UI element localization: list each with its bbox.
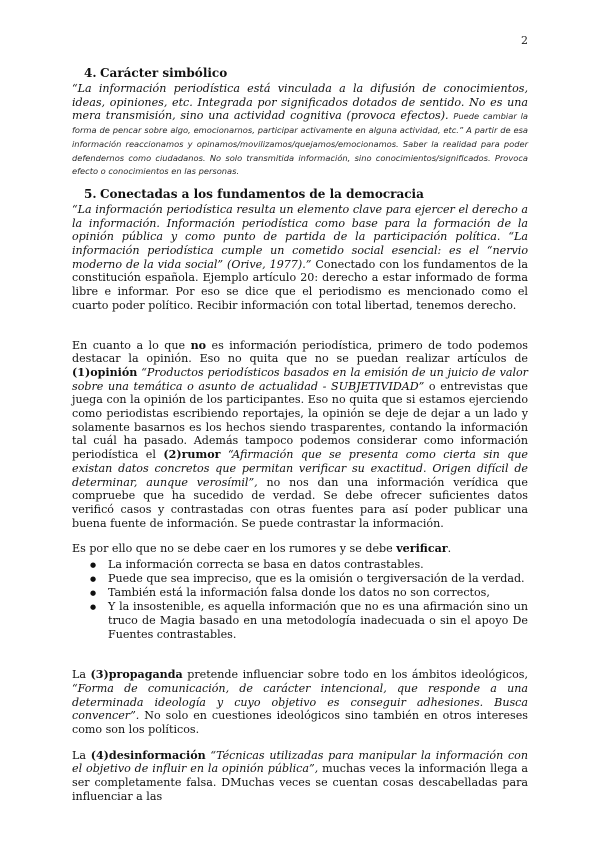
opinion-definition: “Productos periodísticos basados en la emisión de un juicio de valor sobre una temática o asunto de actualidad - SUBJETIVIDAD” [72,365,528,393]
keyword-propaganda: (3)propaganda [90,668,183,682]
section-5-title: Conectadas a los fundamentos de la democracia [100,186,424,201]
keyword-opinion: (1)opinión [72,365,138,379]
section-4-quote: “La información periodística está vinculada a la difusión de conocimientos, ideas, opiniones, etc. Integrada por significados dotados de sentido. No es una mera transmisión, sino una actividad cognitiva (provoca efectos). [72,82,528,123]
keyword-no: no [190,338,207,352]
section-5-paragraph [72,203,528,313]
text: o entrevistas que juega con la opinión de los participantes. Eso no quita que si estamos ejerciendo como periodistas escribiendo reportajes, la opinión se deje de dejar a un lado y solamente basarnos es los hechos siendo trasparentes, contando la información tal cuál ha pasado. Además tampoco podemos considerar como información periodística el [72,379,528,462]
section-4-number: 4. [84,66,97,80]
text: No solo en cuestiones ideológicos sino también en otros intereses como son los políticos. [72,709,528,736]
section-4-paragraph [72,82,528,178]
section-5-heading [84,187,528,201]
page-number: 2 [521,34,528,47]
paragraph-propaganda [72,668,528,737]
text: En cuanto a lo que [72,338,191,352]
text: no nos dan una información verídica que compruebe que ha sucedido de verdad. Se debe ofrecer suficientes datos verificó casos y contrastadas con otras fuentes para así poder publicar una buena fuente de información. Se puede contrastar la información. [72,475,528,530]
section-5-text: Conectado con los fundamentos de la constitución española. Ejemplo artículo 20: derecho a estar informado de forma libre e informar. Por eso se dice que el periodismo es mencionado como el cuarto poder político. Recibir información con total libertad, tenemos derecho. [72,257,528,312]
section-4-handwritten-note: Puede cambiar la forma de pencar sobre algo, emocionarnos, participar activamente en alguna actividad, etc.” A partir de esa información reaccionamos y opinamos/movilizamos/quejamos/emocionamos. Saber la realidad para poder defendernos como ciudadanos. No solo transmitida información, sino conocimientos/significados. Provoca efecto o conocimientos en las personas. [72,111,528,177]
section-5-quote: “La información periodística resulta un elemento clave para ejercer el derecho a la información. Información periodística como base para la formación de la opinión pública y como punto de partida de la participación política. “La información periodística cumple un cometido social esencial: es el “nervio moderno de la vida social” (Orive, 1977).” [72,202,528,271]
paragraph-opinion-rumor [72,339,528,531]
verification-list [72,558,528,642]
text: muchas veces la información llega a ser completamente falsa. DMuchas veces se cuentan cosas descabelladas para influenciar a las [72,762,528,803]
list-item: ● También está la información falsa donde los datos no son correctos, [108,586,528,600]
keyword-verificar: verificar [396,542,448,556]
text: La [72,668,91,682]
text: es información periodística, primero de todo podemos destacar la opinión. Eso no quita que no se puedan realizar artículos de [72,338,528,366]
section-4-heading [84,66,528,80]
page-body [72,66,528,803]
text: . [447,542,452,556]
list-item: ● Puede que sea impreciso, que es la omisión o tergiversación de la verdad. [108,572,528,586]
rumor-definition: “Afirmación que se presenta como cierta sin que existan datos concretos que permitan verificar su exactitud. Origen difícil de determinar, aunque verosímil”, [72,448,528,489]
text: pretende influenciar sobre todo en los ámbitos ideológicos, [182,668,528,682]
keyword-rumor: (2)rumor [163,448,221,462]
keyword-desinformacion: (4)desinformación [90,748,206,762]
section-5-number: 5. [84,186,97,201]
list-item: ● La información correcta se basa en datos contrastables. [108,558,528,572]
paragraph-verify [72,542,528,556]
section-4-title: Carácter simbólico [100,66,228,80]
text: Es por ello que no se debe caer en los rumores y se debe [72,542,397,556]
propaganda-definition: “Forma de comunicación, de carácter intencional, que responde a una determinada ideología y cuyo objetivo es conseguir adhesiones. Busca convencer”. [72,681,528,723]
list-item: ● Y la insostenible, es aquella información que no es una afirmación sino un truco de Magia basado en una metodología inadecuada o sin el apoyo De Fuentes contrastables. [108,600,528,642]
desinformacion-definition: “Técnicas utilizadas para manipular la información con el objetivo de influir en la opinión pública”, [72,748,528,776]
paragraph-desinformacion [72,749,528,804]
text: La [72,748,91,762]
